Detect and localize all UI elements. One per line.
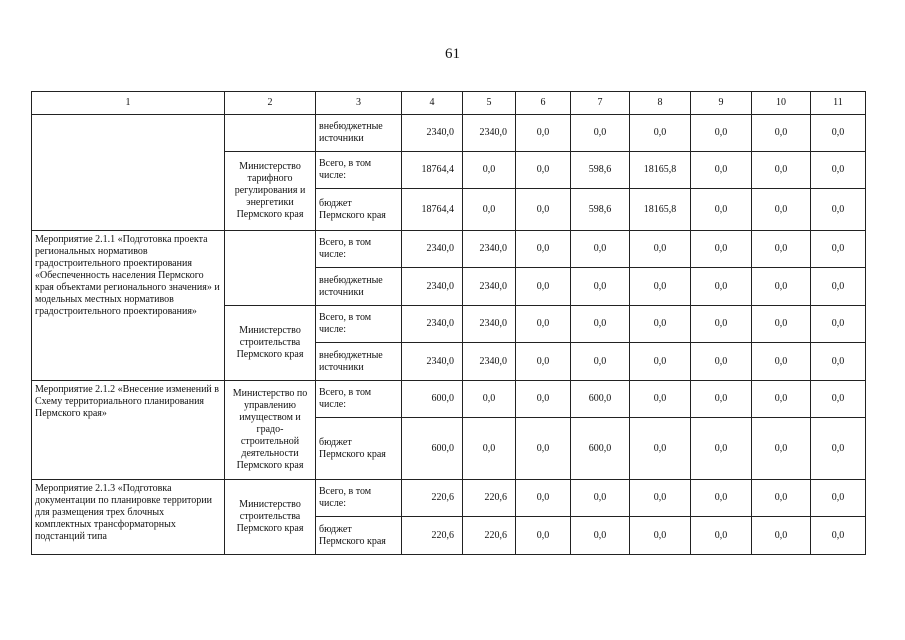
executor-cell	[225, 115, 316, 152]
value-cell: 2340,0	[402, 268, 463, 306]
value-cell: 220,6	[463, 517, 516, 555]
value-cell: 0,0	[811, 306, 866, 343]
value-cell: 0,0	[752, 343, 811, 381]
source-cell: Всего, в том числе:	[316, 306, 402, 343]
value-cell: 0,0	[691, 418, 752, 480]
source-cell: Всего, в том числе:	[316, 152, 402, 189]
value-cell: 0,0	[516, 189, 571, 231]
column-header: 1	[32, 92, 225, 115]
value-cell: 0,0	[752, 268, 811, 306]
value-cell: 2340,0	[402, 343, 463, 381]
value-cell: 0,0	[630, 343, 691, 381]
value-cell: 600,0	[571, 381, 630, 418]
value-cell: 0,0	[571, 231, 630, 268]
header-row	[32, 92, 866, 115]
value-cell: 0,0	[691, 231, 752, 268]
value-cell: 0,0	[630, 231, 691, 268]
executor-cell: Министерство тарифного регулирования и энергетики Пермского края	[225, 152, 316, 231]
value-cell: 0,0	[463, 381, 516, 418]
source-cell: Всего, в том числе:	[316, 480, 402, 517]
event-cell: Мероприятие 2.1.3 «Подготовка документации по планировке территории для размещения трех блочных комплектных трансформаторных подстанций типа	[32, 480, 225, 555]
source-cell: бюджет Пермского края	[316, 189, 402, 231]
value-cell: 0,0	[691, 343, 752, 381]
event-cell: Мероприятие 2.1.2 «Внесение изменений в Схему территориального планирования Пермского края»	[32, 381, 225, 480]
value-cell: 0,0	[811, 418, 866, 480]
value-cell: 0,0	[571, 343, 630, 381]
value-cell: 0,0	[516, 152, 571, 189]
column-header: 9	[691, 92, 752, 115]
value-cell: 0,0	[630, 268, 691, 306]
column-header: 4	[402, 92, 463, 115]
table-row	[32, 480, 866, 517]
value-cell: 0,0	[630, 381, 691, 418]
value-cell: 2340,0	[463, 343, 516, 381]
value-cell: 0,0	[811, 480, 866, 517]
budget-table	[31, 91, 866, 555]
column-header: 11	[811, 92, 866, 115]
value-cell: 0,0	[571, 517, 630, 555]
value-cell: 220,6	[402, 480, 463, 517]
value-cell: 2340,0	[463, 306, 516, 343]
value-cell: 0,0	[691, 306, 752, 343]
column-header: 3	[316, 92, 402, 115]
value-cell: 0,0	[811, 268, 866, 306]
value-cell: 0,0	[463, 189, 516, 231]
value-cell: 0,0	[752, 306, 811, 343]
value-cell: 0,0	[516, 418, 571, 480]
event-cell	[32, 115, 225, 231]
value-cell: 2340,0	[463, 231, 516, 268]
source-cell: бюджет Пермского края	[316, 418, 402, 480]
executor-cell: Министерство по управлению имуществом и градо-строительной деятельности Пермского края	[225, 381, 316, 480]
value-cell: 0,0	[630, 306, 691, 343]
source-cell: Всего, в том числе:	[316, 231, 402, 268]
value-cell: 598,6	[571, 152, 630, 189]
value-cell: 0,0	[516, 306, 571, 343]
value-cell: 0,0	[752, 152, 811, 189]
value-cell: 0,0	[630, 517, 691, 555]
value-cell: 0,0	[752, 381, 811, 418]
value-cell: 0,0	[752, 231, 811, 268]
value-cell: 0,0	[516, 268, 571, 306]
value-cell: 600,0	[402, 381, 463, 418]
value-cell: 0,0	[571, 306, 630, 343]
table-row	[32, 231, 866, 268]
column-header: 7	[571, 92, 630, 115]
value-cell: 0,0	[516, 343, 571, 381]
value-cell: 0,0	[463, 152, 516, 189]
value-cell: 0,0	[571, 268, 630, 306]
value-cell: 0,0	[811, 343, 866, 381]
column-header: 10	[752, 92, 811, 115]
value-cell: 2340,0	[463, 268, 516, 306]
value-cell: 0,0	[516, 231, 571, 268]
value-cell: 18165,8	[630, 152, 691, 189]
value-cell: 0,0	[516, 381, 571, 418]
value-cell: 220,6	[463, 480, 516, 517]
column-header: 2	[225, 92, 316, 115]
value-cell: 0,0	[571, 480, 630, 517]
value-cell: 0,0	[752, 189, 811, 231]
source-cell: внебюджетные источники	[316, 115, 402, 152]
source-cell: внебюджетные источники	[316, 268, 402, 306]
table-row	[32, 381, 866, 418]
value-cell: 18764,4	[402, 152, 463, 189]
value-cell: 0,0	[691, 480, 752, 517]
column-header: 6	[516, 92, 571, 115]
table-row	[32, 115, 866, 152]
value-cell: 0,0	[811, 231, 866, 268]
value-cell: 220,6	[402, 517, 463, 555]
value-cell: 0,0	[463, 418, 516, 480]
value-cell: 0,0	[516, 115, 571, 152]
value-cell: 0,0	[691, 115, 752, 152]
column-header: 5	[463, 92, 516, 115]
value-cell: 0,0	[752, 480, 811, 517]
value-cell: 0,0	[691, 189, 752, 231]
value-cell: 0,0	[630, 480, 691, 517]
value-cell: 2340,0	[402, 231, 463, 268]
value-cell: 0,0	[811, 189, 866, 231]
value-cell: 0,0	[752, 115, 811, 152]
executor-cell	[225, 231, 316, 306]
value-cell: 600,0	[571, 418, 630, 480]
value-cell: 2340,0	[402, 306, 463, 343]
value-cell: 0,0	[691, 381, 752, 418]
page-number: 61	[445, 46, 460, 62]
executor-cell: Министерство строительства Пермского края	[225, 306, 316, 381]
executor-cell: Министерство строительства Пермского края	[225, 480, 316, 555]
value-cell: 0,0	[516, 517, 571, 555]
value-cell: 0,0	[691, 517, 752, 555]
value-cell: 0,0	[571, 115, 630, 152]
value-cell: 0,0	[691, 268, 752, 306]
value-cell: 0,0	[811, 517, 866, 555]
value-cell: 0,0	[811, 115, 866, 152]
value-cell: 2340,0	[463, 115, 516, 152]
value-cell: 0,0	[630, 115, 691, 152]
value-cell: 0,0	[811, 152, 866, 189]
value-cell: 0,0	[691, 152, 752, 189]
source-cell: бюджет Пермского края	[316, 517, 402, 555]
value-cell: 18165,8	[630, 189, 691, 231]
value-cell: 2340,0	[402, 115, 463, 152]
event-cell: Мероприятие 2.1.1 «Подготовка проекта региональных нормативов градостроительного проектирования «Обеспеченность населения Пермского края объектами регионального значения» и модельных местных нормативов градостроительного проектирования»	[32, 231, 225, 381]
value-cell: 598,6	[571, 189, 630, 231]
value-cell: 0,0	[752, 517, 811, 555]
value-cell: 0,0	[752, 418, 811, 480]
source-cell: Всего, в том числе:	[316, 381, 402, 418]
column-header: 8	[630, 92, 691, 115]
value-cell: 0,0	[516, 480, 571, 517]
value-cell: 18764,4	[402, 189, 463, 231]
value-cell: 600,0	[402, 418, 463, 480]
value-cell: 0,0	[811, 381, 866, 418]
value-cell: 0,0	[630, 418, 691, 480]
source-cell: внебюджетные источники	[316, 343, 402, 381]
